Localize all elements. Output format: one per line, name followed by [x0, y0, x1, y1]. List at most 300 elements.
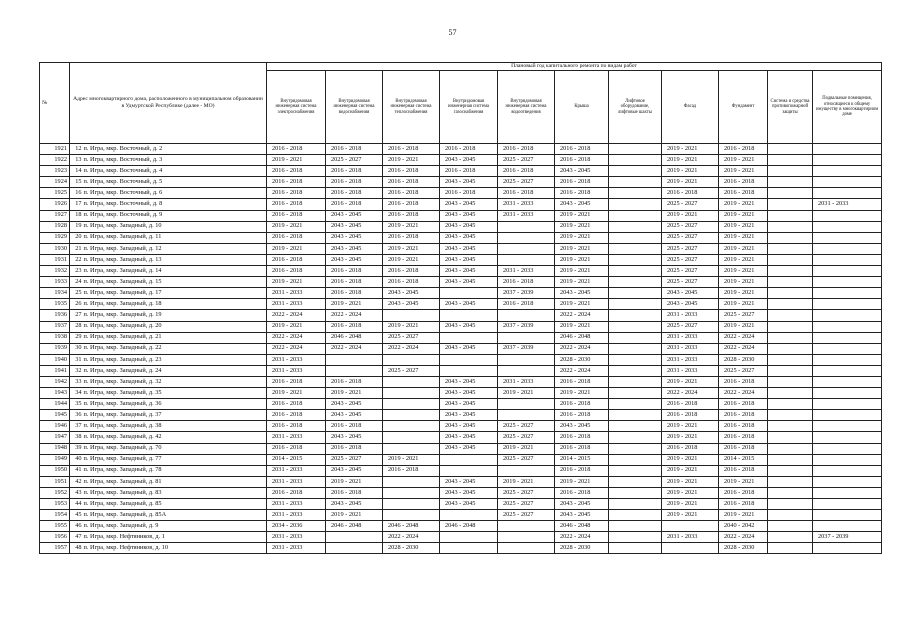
header-col-3: Внутридомовая инженерная система газоснабжения: [440, 71, 498, 144]
row-year-cell: 2019 - 2021: [719, 277, 768, 288]
row-year-cell: 2016 - 2018: [719, 432, 768, 443]
row-year-cell: [609, 365, 662, 376]
row-address: п. Игра, мкр. Восточный, д. 3: [83, 155, 267, 166]
row-year-cell: 2016 - 2018: [719, 399, 768, 410]
row-year-cell: [813, 188, 882, 199]
header-col-8: Фундамент: [719, 71, 768, 144]
row-number: 1928: [40, 221, 70, 232]
row-year-cell: 2016 - 2018: [383, 266, 440, 277]
row-number: 1951: [40, 476, 70, 487]
row-year-cell: [498, 232, 555, 243]
row-year-cell: 2019 - 2021: [719, 243, 768, 254]
row-address: п. Игра, мкр. Западный, д. 15: [83, 277, 267, 288]
row-number: 1945: [40, 410, 70, 421]
table-row: [40, 277, 882, 288]
row-year-cell: 2016 - 2018: [326, 277, 383, 288]
header-col-1: Внутридомовая инженерная система водоснабжения: [326, 71, 383, 144]
row-year-cell: [768, 476, 813, 487]
row-year-cell: [383, 432, 440, 443]
row-year-cell: 2019 - 2021: [662, 166, 719, 177]
row-year-cell: 2016 - 2018: [326, 376, 383, 387]
row-year-cell: 2043 - 2045: [440, 376, 498, 387]
row-year-cell: 2016 - 2018: [383, 232, 440, 243]
row-year-cell: 2022 - 2024: [326, 343, 383, 354]
row-number: 1954: [40, 510, 70, 521]
row-year-cell: 2025 - 2027: [498, 510, 555, 521]
row-year-cell: 2016 - 2018: [719, 443, 768, 454]
row-year-cell: 2016 - 2018: [555, 465, 609, 476]
row-year-cell: 2016 - 2018: [267, 487, 326, 498]
row-year-cell: [609, 499, 662, 510]
row-address: п. Игра, мкр. Западный, д. 85А: [83, 510, 267, 521]
row-year-cell: 2019 - 2021: [555, 243, 609, 254]
row-index: 32: [70, 365, 83, 376]
row-year-cell: [383, 354, 440, 365]
row-year-cell: [813, 421, 882, 432]
row-year-cell: [383, 410, 440, 421]
row-year-cell: 2016 - 2018: [498, 144, 555, 155]
row-year-cell: [813, 332, 882, 343]
row-number: 1949: [40, 454, 70, 465]
row-year-cell: [609, 310, 662, 321]
table-row: [40, 199, 882, 210]
row-year-cell: [813, 376, 882, 387]
row-year-cell: [768, 321, 813, 332]
row-year-cell: [768, 532, 813, 543]
row-index: 12: [70, 144, 83, 155]
row-year-cell: [768, 254, 813, 265]
row-year-cell: 2043 - 2045: [440, 399, 498, 410]
row-year-cell: 2022 - 2024: [719, 532, 768, 543]
row-year-cell: 2019 - 2021: [498, 476, 555, 487]
row-year-cell: [440, 332, 498, 343]
row-number: 1952: [40, 487, 70, 498]
table-row: [40, 155, 882, 166]
row-year-cell: 2016 - 2018: [555, 376, 609, 387]
row-address: п. Игра, мкр. Западный, д. 14: [83, 266, 267, 277]
row-address: п. Игра, мкр. Западный, д. 83: [83, 487, 267, 498]
row-year-cell: [609, 232, 662, 243]
row-year-cell: [440, 454, 498, 465]
row-year-cell: [768, 354, 813, 365]
row-address: п. Игра, мкр. Западный, д. 85: [83, 499, 267, 510]
row-year-cell: [768, 177, 813, 188]
row-address: п. Игра, мкр. Западный, д. 18: [83, 299, 267, 310]
row-year-cell: 2022 - 2024: [555, 365, 609, 376]
row-index: 21: [70, 243, 83, 254]
row-year-cell: 2022 - 2024: [555, 343, 609, 354]
row-address: п. Игра, мкр. Восточный, д. 2: [83, 144, 267, 155]
row-year-cell: 2025 - 2027: [498, 454, 555, 465]
row-address: п. Игра, мкр. Западный, д. 12: [83, 243, 267, 254]
row-year-cell: 2016 - 2018: [383, 199, 440, 210]
row-year-cell: 2019 - 2021: [267, 243, 326, 254]
row-year-cell: 2043 - 2045: [555, 288, 609, 299]
row-year-cell: 2025 - 2027: [662, 254, 719, 265]
row-year-cell: 2043 - 2045: [326, 243, 383, 254]
row-year-cell: 2022 - 2024: [383, 343, 440, 354]
row-year-cell: 2016 - 2018: [326, 166, 383, 177]
row-year-cell: [813, 454, 882, 465]
table-row: [40, 410, 882, 421]
row-year-cell: 2019 - 2021: [555, 210, 609, 221]
row-number: 1948: [40, 443, 70, 454]
row-address: п. Игра, мкр. Восточный, д. 5: [83, 177, 267, 188]
row-year-cell: 2043 - 2045: [440, 199, 498, 210]
row-year-cell: 2046 - 2048: [326, 332, 383, 343]
row-year-cell: 2031 - 2033: [267, 365, 326, 376]
row-number: 1937: [40, 321, 70, 332]
row-year-cell: 2025 - 2027: [498, 177, 555, 188]
row-year-cell: 2019 - 2021: [662, 421, 719, 432]
row-year-cell: 2016 - 2018: [326, 443, 383, 454]
row-year-cell: 2043 - 2045: [326, 254, 383, 265]
row-year-cell: 2037 - 2039: [498, 288, 555, 299]
row-year-cell: 2043 - 2045: [326, 499, 383, 510]
row-year-cell: [813, 266, 882, 277]
row-year-cell: 2043 - 2045: [440, 321, 498, 332]
row-year-cell: [768, 155, 813, 166]
row-year-cell: [609, 144, 662, 155]
header-number: №: [40, 63, 70, 144]
row-year-cell: 2016 - 2018: [326, 177, 383, 188]
row-year-cell: 2019 - 2021: [555, 321, 609, 332]
row-year-cell: [609, 510, 662, 521]
row-year-cell: [498, 243, 555, 254]
row-year-cell: 2025 - 2027: [498, 487, 555, 498]
row-number: 1927: [40, 210, 70, 221]
row-year-cell: [813, 399, 882, 410]
row-year-cell: [609, 166, 662, 177]
row-year-cell: 2046 - 2048: [383, 521, 440, 532]
row-year-cell: 2043 - 2045: [440, 410, 498, 421]
row-number: 1940: [40, 354, 70, 365]
row-year-cell: 2025 - 2027: [383, 365, 440, 376]
header-col-6: Лифтовое оборудование, лифтовые шахты: [609, 71, 662, 144]
row-year-cell: 2016 - 2018: [719, 421, 768, 432]
table-row: [40, 299, 882, 310]
row-year-cell: [768, 288, 813, 299]
row-year-cell: 2028 - 2030: [719, 354, 768, 365]
row-address: п. Игра, мкр. Восточный, д. 6: [83, 188, 267, 199]
row-index: 28: [70, 321, 83, 332]
row-year-cell: 2019 - 2021: [662, 487, 719, 498]
row-year-cell: 2025 - 2027: [326, 155, 383, 166]
row-year-cell: 2037 - 2039: [498, 343, 555, 354]
row-year-cell: 2019 - 2021: [662, 376, 719, 387]
row-year-cell: 2019 - 2021: [383, 243, 440, 254]
row-year-cell: [813, 155, 882, 166]
row-year-cell: 2043 - 2045: [555, 421, 609, 432]
row-address: п. Игра, мкр. Западный, д. 32: [83, 376, 267, 387]
row-year-cell: 2022 - 2024: [555, 310, 609, 321]
row-year-cell: 2019 - 2021: [267, 321, 326, 332]
row-year-cell: 2016 - 2018: [662, 188, 719, 199]
row-address: п. Игра, мкр. Западный, д. 17: [83, 288, 267, 299]
row-year-cell: [609, 332, 662, 343]
row-year-cell: 2025 - 2027: [662, 199, 719, 210]
table-row: [40, 332, 882, 343]
row-year-cell: 2019 - 2021: [383, 321, 440, 332]
row-year-cell: 2043 - 2045: [662, 299, 719, 310]
row-number: 1921: [40, 144, 70, 155]
row-year-cell: [609, 421, 662, 432]
table-row: [40, 210, 882, 221]
row-year-cell: [813, 487, 882, 498]
row-year-cell: [383, 499, 440, 510]
table-row: [40, 499, 882, 510]
row-year-cell: [498, 532, 555, 543]
row-year-cell: [768, 199, 813, 210]
row-year-cell: [609, 288, 662, 299]
table-row: [40, 266, 882, 277]
row-number: 1957: [40, 543, 70, 554]
row-index: 16: [70, 188, 83, 199]
row-year-cell: [768, 410, 813, 421]
row-year-cell: 2025 - 2027: [383, 332, 440, 343]
row-year-cell: 2019 - 2021: [383, 254, 440, 265]
row-year-cell: 2016 - 2018: [267, 399, 326, 410]
header-col-9: Система и средства противопожарной защиты: [768, 71, 813, 144]
row-year-cell: 2028 - 2030: [555, 354, 609, 365]
row-year-cell: 2019 - 2021: [662, 465, 719, 476]
row-year-cell: 2019 - 2021: [555, 254, 609, 265]
row-year-cell: [662, 521, 719, 532]
row-index: 18: [70, 210, 83, 221]
row-year-cell: 2043 - 2045: [440, 266, 498, 277]
row-year-cell: 2043 - 2045: [555, 499, 609, 510]
row-year-cell: 2016 - 2018: [719, 188, 768, 199]
row-year-cell: [609, 543, 662, 554]
row-year-cell: [813, 443, 882, 454]
row-year-cell: 2019 - 2021: [267, 155, 326, 166]
row-year-cell: 2019 - 2021: [555, 299, 609, 310]
row-year-cell: 2019 - 2021: [719, 155, 768, 166]
row-year-cell: 2019 - 2021: [555, 266, 609, 277]
row-year-cell: 2043 - 2045: [440, 299, 498, 310]
row-year-cell: 2028 - 2030: [719, 543, 768, 554]
row-year-cell: [813, 432, 882, 443]
row-year-cell: [383, 310, 440, 321]
row-year-cell: 2016 - 2018: [267, 199, 326, 210]
row-year-cell: 2019 - 2021: [719, 321, 768, 332]
row-year-cell: 2016 - 2018: [719, 465, 768, 476]
row-year-cell: 2019 - 2021: [719, 510, 768, 521]
row-number: 1926: [40, 199, 70, 210]
row-year-cell: 2031 - 2033: [498, 376, 555, 387]
row-address: п. Игра, мкр. Восточный, д. 4: [83, 166, 267, 177]
page-number: 57: [448, 28, 457, 37]
table-row: [40, 166, 882, 177]
row-year-cell: [768, 443, 813, 454]
table-row: [40, 354, 882, 365]
header-col-10: Подвальные помещения, относящиеся к общему имуществу в многоквартирном доме: [813, 71, 882, 144]
row-index: 40: [70, 454, 83, 465]
row-year-cell: 2019 - 2021: [719, 266, 768, 277]
row-year-cell: [768, 277, 813, 288]
table-row: [40, 388, 882, 399]
row-address: п. Игра, мкр. Западный, д. 37: [83, 410, 267, 421]
row-number: 1955: [40, 521, 70, 532]
table-row: [40, 232, 882, 243]
row-address: п. Игра, мкр. Западный, д. 42: [83, 432, 267, 443]
row-year-cell: 2046 - 2048: [555, 521, 609, 532]
row-year-cell: 2016 - 2018: [555, 144, 609, 155]
row-year-cell: 2016 - 2018: [267, 376, 326, 387]
row-year-cell: [609, 399, 662, 410]
row-year-cell: 2019 - 2021: [383, 155, 440, 166]
row-address: п. Игра, мкр. Западный, д. 10: [83, 221, 267, 232]
row-year-cell: [768, 299, 813, 310]
row-year-cell: 2031 - 2033: [267, 288, 326, 299]
row-year-cell: [609, 266, 662, 277]
row-year-cell: 2016 - 2018: [719, 177, 768, 188]
row-year-cell: 2043 - 2045: [326, 232, 383, 243]
row-year-cell: 2019 - 2021: [662, 155, 719, 166]
row-number: 1931: [40, 254, 70, 265]
row-year-cell: [768, 332, 813, 343]
row-year-cell: 2016 - 2018: [383, 166, 440, 177]
row-year-cell: [383, 443, 440, 454]
row-year-cell: [768, 454, 813, 465]
row-year-cell: 2019 - 2021: [662, 432, 719, 443]
row-year-cell: 2025 - 2027: [498, 421, 555, 432]
row-index: 36: [70, 410, 83, 421]
row-year-cell: 2016 - 2018: [662, 443, 719, 454]
row-year-cell: 2043 - 2045: [662, 288, 719, 299]
table-row: [40, 177, 882, 188]
row-year-cell: 2022 - 2024: [326, 310, 383, 321]
row-index: 47: [70, 532, 83, 543]
row-year-cell: 2031 - 2033: [267, 510, 326, 521]
row-number: 1936: [40, 310, 70, 321]
row-year-cell: [498, 365, 555, 376]
row-year-cell: 2025 - 2027: [662, 243, 719, 254]
row-year-cell: 2019 - 2021: [555, 388, 609, 399]
row-year-cell: 2016 - 2018: [267, 266, 326, 277]
row-year-cell: [383, 510, 440, 521]
row-year-cell: [768, 399, 813, 410]
row-year-cell: [609, 254, 662, 265]
row-year-cell: 2016 - 2018: [440, 188, 498, 199]
row-year-cell: [768, 365, 813, 376]
row-year-cell: 2019 - 2021: [383, 454, 440, 465]
row-year-cell: [609, 210, 662, 221]
row-year-cell: [383, 376, 440, 387]
row-year-cell: [768, 543, 813, 554]
row-year-cell: 2034 - 2036: [267, 521, 326, 532]
row-year-cell: [813, 476, 882, 487]
row-year-cell: [383, 487, 440, 498]
header-col-7: Фасад: [662, 71, 719, 144]
table-row: [40, 254, 882, 265]
row-year-cell: [383, 476, 440, 487]
row-year-cell: [609, 177, 662, 188]
row-address: п. Игра, мкр. Западный, д. 19: [83, 310, 267, 321]
row-year-cell: [498, 221, 555, 232]
table-row: [40, 310, 882, 321]
row-year-cell: 2019 - 2021: [555, 277, 609, 288]
row-year-cell: [813, 299, 882, 310]
row-year-cell: [813, 221, 882, 232]
row-year-cell: 2016 - 2018: [383, 144, 440, 155]
row-index: 26: [70, 299, 83, 310]
header-address: Адрес многоквартирного дома, расположенного в муниципальном образовании в Удмуртской Республике (далее - МО): [70, 63, 267, 144]
table-row: [40, 521, 882, 532]
row-year-cell: 2016 - 2018: [267, 210, 326, 221]
row-address: п. Игра, мкр. Восточный, д. 9: [83, 210, 267, 221]
table-row: [40, 144, 882, 155]
capital-repair-table: [39, 62, 882, 554]
row-year-cell: 2016 - 2018: [440, 166, 498, 177]
row-number: 1930: [40, 243, 70, 254]
row-year-cell: [498, 332, 555, 343]
row-index: 13: [70, 155, 83, 166]
row-year-cell: [440, 288, 498, 299]
row-number: 1933: [40, 277, 70, 288]
row-year-cell: [768, 521, 813, 532]
row-year-cell: 2031 - 2033: [267, 543, 326, 554]
row-year-cell: [768, 210, 813, 221]
row-year-cell: 2025 - 2027: [662, 232, 719, 243]
row-year-cell: 2037 - 2039: [498, 321, 555, 332]
row-address: п. Игра, мкр. Западный, д. 77: [83, 454, 267, 465]
row-year-cell: [609, 188, 662, 199]
row-index: 44: [70, 499, 83, 510]
row-address: п. Игра, мкр. Западный, д. 81: [83, 476, 267, 487]
row-address: п. Игра, мкр. Западный, д. 35: [83, 388, 267, 399]
row-year-cell: [609, 443, 662, 454]
row-year-cell: [768, 343, 813, 354]
row-year-cell: [383, 388, 440, 399]
table-row: [40, 421, 882, 432]
row-year-cell: 2040 - 2042: [719, 521, 768, 532]
row-year-cell: 2019 - 2021: [326, 299, 383, 310]
row-number: 1934: [40, 288, 70, 299]
row-year-cell: 2016 - 2018: [326, 144, 383, 155]
row-year-cell: 2046 - 2048: [555, 332, 609, 343]
row-year-cell: [768, 243, 813, 254]
row-year-cell: 2016 - 2018: [326, 321, 383, 332]
row-year-cell: [498, 543, 555, 554]
row-year-cell: [768, 144, 813, 155]
row-year-cell: 2019 - 2021: [719, 288, 768, 299]
row-year-cell: [813, 465, 882, 476]
row-number: 1943: [40, 388, 70, 399]
row-index: 43: [70, 487, 83, 498]
table-row: [40, 399, 882, 410]
row-year-cell: 2014 - 2015: [719, 454, 768, 465]
row-number: 1947: [40, 432, 70, 443]
row-address: п. Игра, мкр. Западный, д. 9: [83, 521, 267, 532]
row-year-cell: 2016 - 2018: [383, 210, 440, 221]
row-address: п. Игра, мкр. Западный, д. 38: [83, 421, 267, 432]
table-row: [40, 510, 882, 521]
row-year-cell: 2031 - 2033: [267, 476, 326, 487]
row-year-cell: 2019 - 2021: [326, 510, 383, 521]
row-number: 1942: [40, 376, 70, 387]
row-number: 1925: [40, 188, 70, 199]
row-number: 1922: [40, 155, 70, 166]
row-year-cell: 2025 - 2027: [498, 155, 555, 166]
row-year-cell: 2028 - 2030: [555, 543, 609, 554]
row-year-cell: 2031 - 2033: [267, 432, 326, 443]
row-year-cell: 2019 - 2021: [719, 232, 768, 243]
row-year-cell: [609, 199, 662, 210]
row-year-cell: 2031 - 2033: [662, 365, 719, 376]
row-year-cell: [609, 410, 662, 421]
row-address: п. Игра, мкр. Западный, д. 23: [83, 354, 267, 365]
